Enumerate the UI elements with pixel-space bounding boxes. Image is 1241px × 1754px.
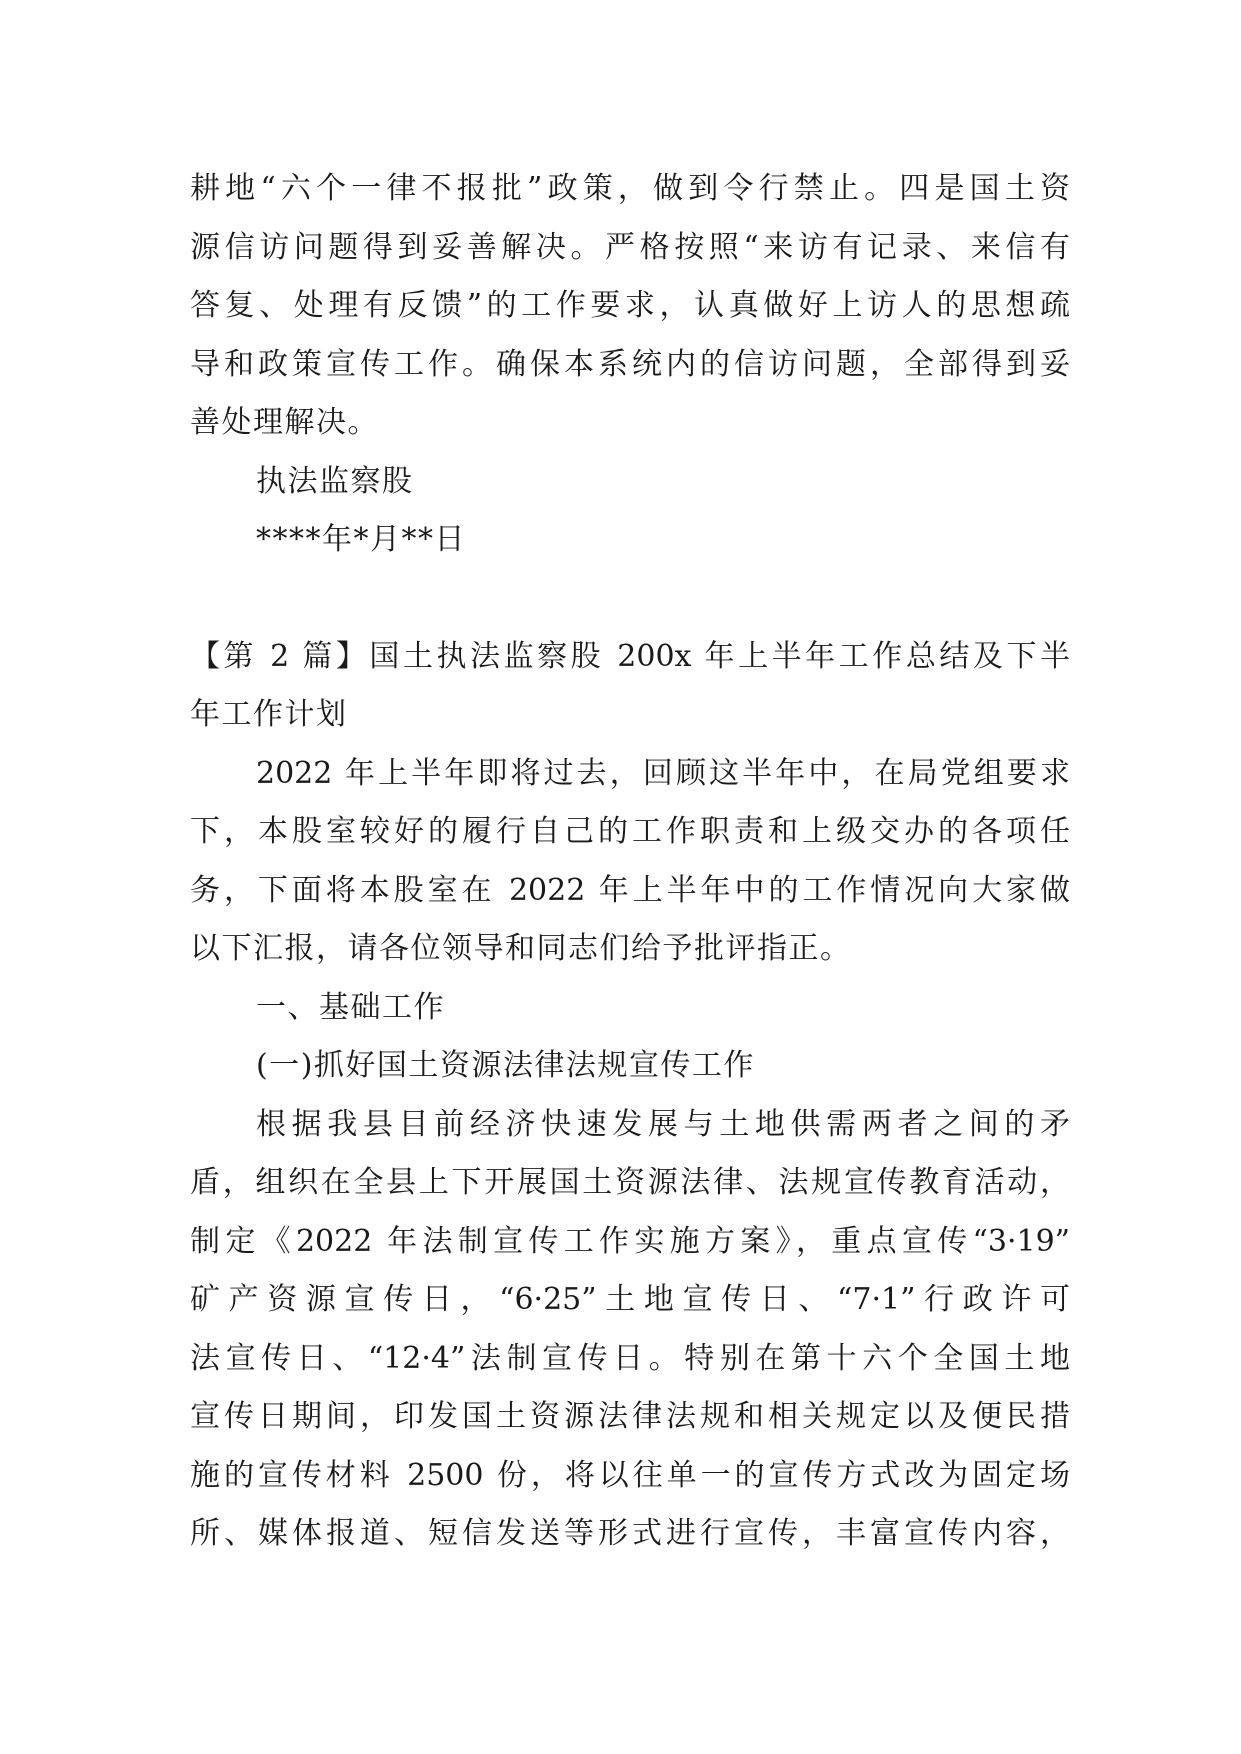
text-line: 导和政策宣传工作。确保本系统内的信访问题，全部得到妥 — [190, 346, 1070, 382]
closing-paragraph — [190, 160, 1070, 453]
title-line: 【第 2 篇】国土执法监察股 200x 年上半年工作总结及下半 — [190, 638, 1070, 674]
text-line: 源信访问题得到妥善解决。严格按照“来访有记录、来信有 — [190, 229, 1070, 265]
text-line: 2022 年上半年即将过去，回顾这半年中，在局党组要求 — [256, 755, 1070, 791]
text-line: 施的宣传材料 2500 份，将以往单一的宣传方式改为固定场 — [190, 1457, 1070, 1493]
text-line: 所、媒体报道、短信发送等形式进行宣传，丰富宣传内容， — [190, 1516, 1070, 1551]
text-line: 耕地“六个一律不报批”政策，做到令行禁止。四是国土资 — [190, 171, 1070, 206]
section-heading: 一、基础工作 — [256, 989, 445, 1025]
text-line: 下，本股室较好的履行自己的工作职责和上级交办的各项任 — [190, 814, 1070, 849]
intro-paragraph — [190, 745, 1070, 979]
text-line: 以下汇报，请各位领导和同志们给予批评指正。 — [190, 931, 852, 966]
article-title — [190, 628, 1070, 745]
text-line: 根据我县目前经济快速发展与土地供需两者之间的矛 — [256, 1106, 1070, 1142]
text-line: 盾，组织在全县上下开展国土资源法律、法规宣传教育活动， — [190, 1165, 1070, 1200]
subsection-heading: (一)抓好国土资源法律法规宣传工作 — [256, 1048, 755, 1083]
text-line: 制定《2022 年法制宣传工作实施方案》，重点宣传“3·19” — [190, 1223, 1070, 1259]
text-line: 务，下面将本股室在 2022 年上半年中的工作情况向大家做 — [190, 872, 1070, 908]
section-gap — [190, 570, 1070, 628]
text-line: 答复、处理有反馈”的工作要求，认真做好上访人的思想疏 — [190, 288, 1070, 323]
signature-date: ****年*月**日 — [256, 522, 466, 557]
title-line: 年工作计划 — [190, 697, 348, 732]
signature: 执法监察股 — [256, 463, 414, 499]
text-line: 矿产资源宣传日，“6·25”土地宣传日、“7·1”行政许可 — [190, 1282, 1070, 1317]
text-line: 宣传日期间，印发国土资源法律法规和相关规定以及便民措 — [190, 1399, 1070, 1434]
text-line: 善处理解决。 — [190, 405, 379, 440]
text-line: 法宣传日、“12·4”法制宣传日。特别在第十六个全国土地 — [190, 1340, 1070, 1376]
body-paragraph — [190, 1096, 1070, 1564]
document-content — [190, 160, 1070, 1564]
